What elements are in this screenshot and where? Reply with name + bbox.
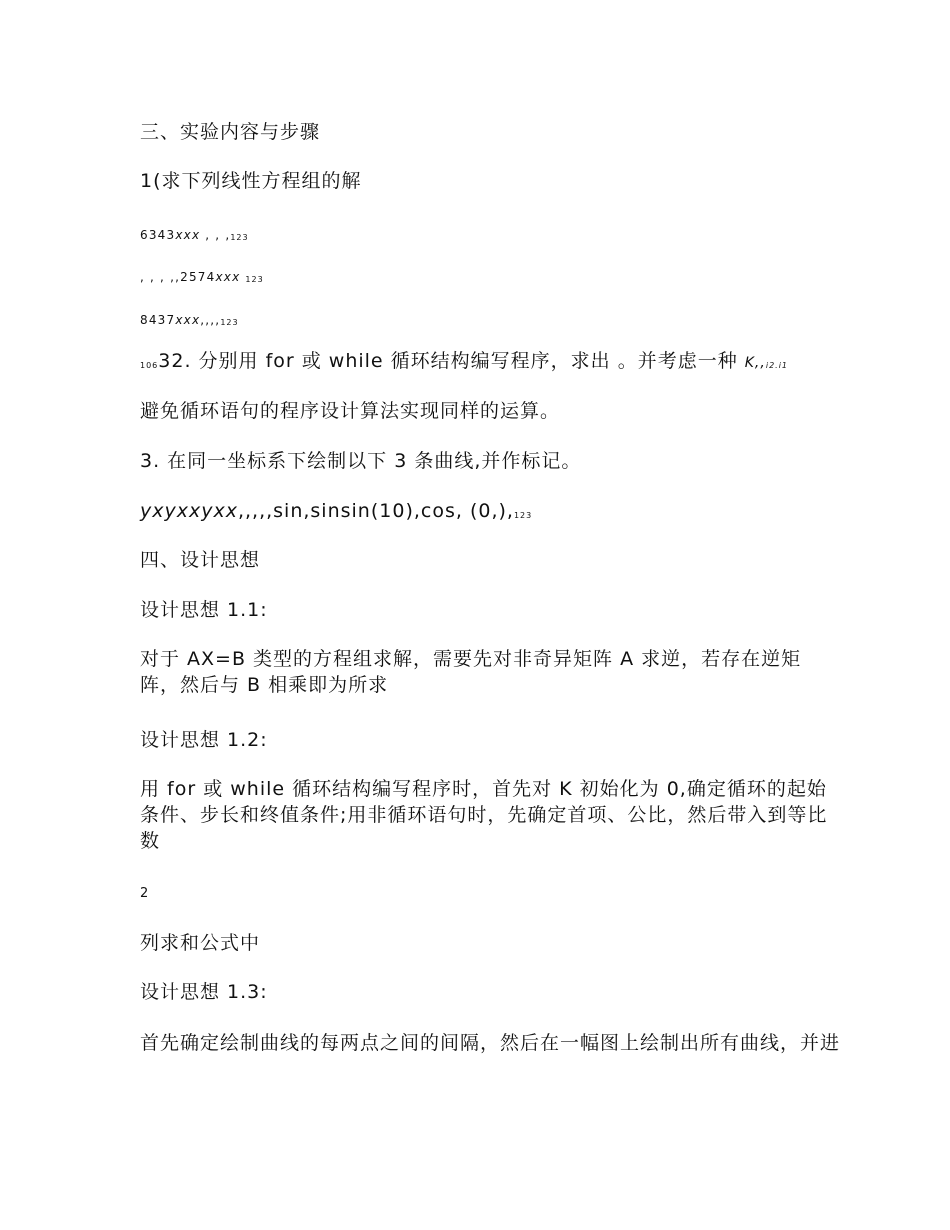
equation-3-punct: ,,,, [200, 313, 221, 327]
idea-1-1-title: 设计思想 1.1: [140, 599, 268, 621]
section-heading-3: 三、实验内容与步骤 [140, 121, 321, 143]
task-3-formula-body: ,,,,,sin,sinsin(10),cos, (0,), [237, 500, 514, 522]
task-2-text [140, 348, 788, 379]
equation-1-subscripts: 123 [230, 233, 249, 242]
equation-3-subscripts: 123 [220, 318, 239, 327]
task-2-math-subscript: i2.i1 [765, 361, 789, 370]
equation-2-coefficients: , , , ,,2574 [140, 270, 216, 284]
task-1-title: 1(求下列线性方程组的解 [140, 170, 362, 192]
task-3-formula-subscripts: 123 [513, 511, 533, 520]
idea-1-3-title: 设计思想 1.3: [140, 981, 268, 1003]
idea-1-2-continuation: 列求和公式中 [140, 932, 261, 954]
idea-1-3-text: 首先确定绘制曲线的每两点之间的间隔，然后在一幅图上绘制出所有曲线，并进 [140, 1032, 841, 1054]
page-number: 2 [140, 886, 149, 901]
equation-1-coefficients: 6343 [140, 228, 176, 242]
equation-2-subscripts: 123 [245, 275, 264, 284]
equation-1-vars: xxx [175, 228, 201, 242]
equation-2-vars: xxx [215, 270, 241, 284]
equation-3 [140, 307, 239, 336]
idea-1-1-text: 对于 AX=B 类型的方程组求解，需要先对非奇异矩阵 A 求逆，若存在逆矩阵，然后与 B 相乘即为所求 [140, 648, 802, 696]
task-2-prefix-subscript: 106 [140, 361, 159, 370]
equation-1-punct: , , , [200, 228, 231, 242]
equation-3-vars: xxx [175, 313, 201, 327]
task-2-math: K,, [744, 355, 766, 371]
idea-1-2-title: 设计思想 1.2: [140, 729, 268, 751]
task-2-continuation: 避免循环语句的程序设计算法实现同样的运算。 [140, 400, 561, 422]
equation-2 [140, 264, 264, 293]
equation-1 [140, 222, 249, 251]
task-2-body: 32. 分别用 for 或 while 循环结构编写程序，求出 。并考虑一种 [158, 350, 738, 372]
task-3-formula-vars: yxyxxyxx [140, 500, 238, 522]
equation-3-coefficients: 8437 [140, 313, 176, 327]
section-heading-4: 四、设计思想 [140, 549, 261, 571]
task-3-title: 3. 在同一坐标系下绘制以下 3 条曲线,并作标记。 [140, 450, 582, 472]
idea-1-2-text: 用 for 或 while 循环结构编写程序时，首先对 K 初始化为 0,确定循环的起始条件、步长和终值条件;用非循环语句时，先确定首项、公比，然后带入到等比数 [140, 778, 828, 852]
task-3-formula [140, 498, 532, 529]
